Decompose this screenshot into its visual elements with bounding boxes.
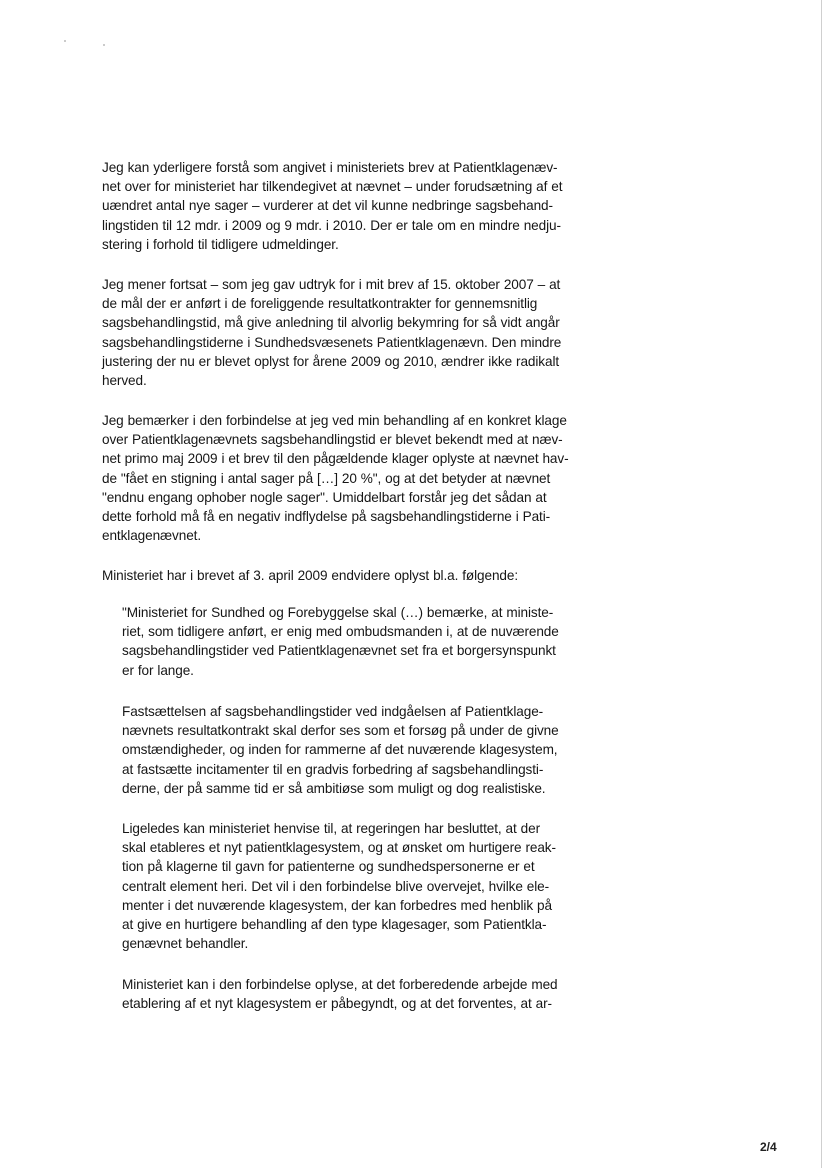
text-line: Jeg bemærker i den forbindelse at jeg ved min behandling af en konkret klage: [102, 413, 567, 428]
text-line: genævnet behandler.: [122, 936, 249, 952]
text-line: at give en hurtigere behandling af den type klagesager, som Patientkla-: [122, 917, 547, 933]
text-line: dette forhold må få en negativ indflydelse på sagsbehandlingstiderne i Pati-: [102, 509, 551, 525]
scan-speck: [103, 44, 105, 46]
text-line: sagsbehandlingstider ved Patientklagenævnet set fra et borgersynspunkt: [122, 643, 556, 659]
text-line: Ministeriet kan i den forbindelse oplyse, at det forberedende arbejde med: [122, 977, 558, 992]
paragraph: [102, 411, 582, 545]
quote-paragraph: [122, 975, 577, 1013]
text-line: menter i det nuværende klagesystem, der kan forbedres med henblik på: [122, 897, 552, 913]
quote-paragraph: [122, 603, 577, 680]
text-line: sagsbehandlingstid, må give anledning til alvorlig bekymring for så vidt angår: [102, 315, 560, 331]
text-line: net over for ministeriet har tilkendegivet at nævnet – under forudsætning af et: [102, 179, 563, 195]
text-line: Ligeledes kan ministeriet henvise til, at regeringen har besluttet, at der: [122, 821, 541, 836]
quote-paragraph: [122, 702, 577, 798]
text-line: derne, der på samme tid er så ambitiøse som muligt og dog realistiske.: [122, 780, 546, 796]
text-line: herved.: [102, 373, 147, 389]
text-line: de "fået en stigning i antal sager på […] 20 %", og at det betyder at nævnet: [102, 470, 551, 486]
paragraph: [102, 566, 582, 585]
text-line: justering der nu er blevet oplyst for årene 2009 og 2010, ændrer ikke radikalt: [102, 353, 560, 369]
text-line: tion på klagerne til gavn for patienterne og sundhedspersonerne er et: [122, 859, 535, 875]
scan-speck: [64, 40, 66, 42]
text-line: stering i forhold til tidligere udmeldinger.: [102, 236, 339, 252]
text-line: uændret antal nye sager – vurderer at det vil kunne nedbringe sagsbehand-: [102, 198, 553, 214]
text-line: "Ministeriet for Sundhed og Forebyggelse skal (…) bemærke, at ministe-: [122, 605, 554, 620]
text-line: lingstiden til 12 mdr. i 2009 og 9 mdr. i 2010. Der er tale om en mindre nedju-: [102, 217, 561, 233]
text-line: etablering af et nyt klagesystem er påbegyndt, og at det forventes, at ar-: [122, 996, 552, 1012]
text-line: skal etableres et nyt patientklagesystem, og at ønsket om hurtigere reak-: [122, 840, 556, 856]
paragraph: [102, 158, 582, 254]
text-line: de mål der er anført i de foreliggende resultatkontrakter for gennemsnitlig: [102, 296, 538, 312]
text-line: Fastsættelsen af sagsbehandlingstider ved indgåelsen af Patientklage-: [122, 704, 544, 719]
quote-paragraph: [122, 819, 577, 953]
text-line: over Patientklagenævnets sagsbehandlingstid er blevet bekendt med at næv-: [102, 432, 563, 448]
text-line: Ministeriet har i brevet af 3. april 2009 endvidere oplyst bl.a. følgende:: [102, 568, 519, 583]
text-line: er for lange.: [122, 662, 194, 678]
text-line: entklagenævnet.: [102, 528, 202, 544]
text-line: riet, som tidligere anført, er enig med ombudsmanden i, at de nuværende: [122, 624, 559, 640]
text-line: "endnu engang ophober nogle sager". Umiddelbart forstår jeg det sådan at: [102, 489, 547, 505]
text-line: nævnets resultatkontrakt skal derfor ses som et forsøg på under de givne: [122, 723, 559, 739]
text-line: at fastsætte incitamenter til en gradvis forbedring af sagsbehandlingsti-: [122, 761, 544, 777]
text-line: Jeg kan yderligere forstå som angivet i ministeriets brev at Patientklagenæv-: [102, 160, 558, 175]
text-line: Jeg mener fortsat – som jeg gav udtryk for i mit brev af 15. oktober 2007 – at: [102, 277, 561, 292]
page-number: 2/4: [760, 1140, 777, 1154]
paragraph: [102, 275, 582, 390]
text-line: net primo maj 2009 i et brev til den pågældende klager oplyste at nævnet hav-: [102, 451, 569, 467]
text-line: centralt element heri. Det vil i den forbindelse blive overvejet, hvilke ele-: [122, 878, 550, 894]
text-line: omstændigheder, og inden for rammerne af det nuværende klagesystem,: [122, 742, 558, 758]
page-edge-line: [821, 0, 822, 1168]
text-line: sagsbehandlingstiderne i Sundhedsvæsenets Patientklagenævn. Den mindre: [102, 334, 562, 350]
